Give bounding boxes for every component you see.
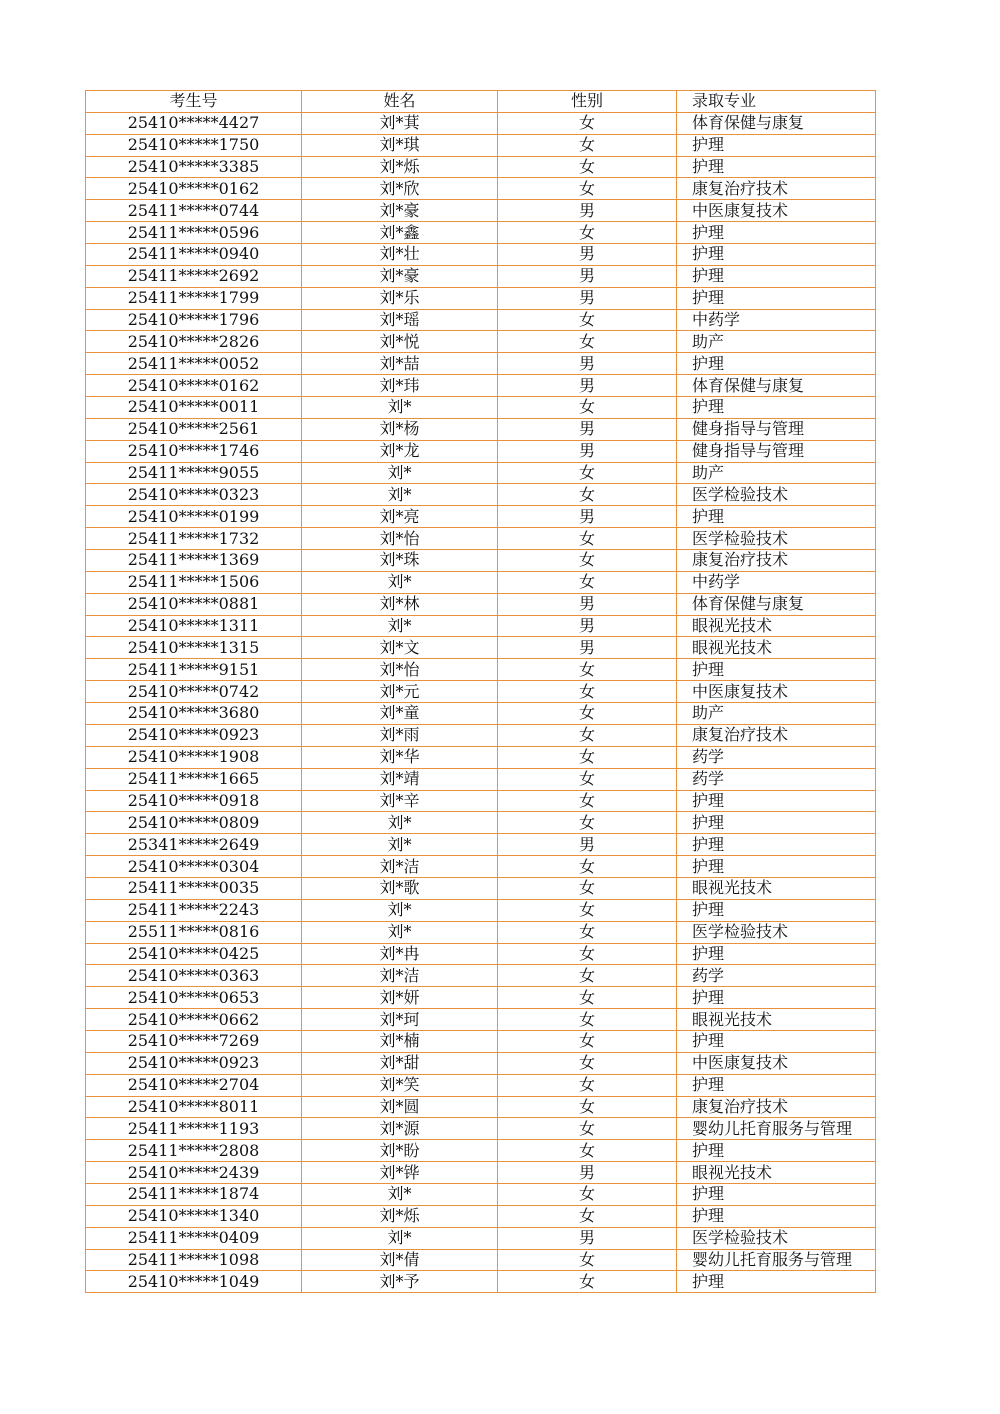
cell-gender: 女 [498, 550, 677, 572]
cell-major: 护理 [677, 1205, 876, 1227]
cell-name: 刘*珂 [302, 1009, 498, 1031]
cell-major: 助产 [677, 331, 876, 353]
cell-exam-id: 25410*****8011 [86, 1096, 302, 1118]
cell-name: 刘* [302, 812, 498, 834]
cell-name: 刘*玮 [302, 375, 498, 397]
cell-major: 护理 [677, 812, 876, 834]
cell-major: 护理 [677, 265, 876, 287]
table-row [86, 593, 876, 615]
cell-gender: 女 [498, 1118, 677, 1140]
cell-exam-id: 25411*****1799 [86, 287, 302, 309]
cell-major: 护理 [677, 156, 876, 178]
cell-name: 刘*琪 [302, 134, 498, 156]
table-row [86, 484, 876, 506]
cell-name: 刘*歌 [302, 877, 498, 899]
cell-name: 刘*华 [302, 746, 498, 768]
cell-exam-id: 25410*****2704 [86, 1074, 302, 1096]
cell-major: 医学检验技术 [677, 1227, 876, 1249]
cell-gender: 女 [498, 484, 677, 506]
cell-gender: 女 [498, 943, 677, 965]
cell-gender: 女 [498, 309, 677, 331]
cell-name: 刘*靖 [302, 768, 498, 790]
cell-exam-id: 25410*****1796 [86, 309, 302, 331]
cell-exam-id: 25410*****0199 [86, 506, 302, 528]
cell-gender: 女 [498, 134, 677, 156]
table-row [86, 1074, 876, 1096]
cell-major: 医学检验技术 [677, 528, 876, 550]
cell-exam-id: 25410*****0162 [86, 178, 302, 200]
cell-gender: 女 [498, 1183, 677, 1205]
cell-major: 护理 [677, 1140, 876, 1162]
cell-name: 刘*鑫 [302, 222, 498, 244]
cell-major: 婴幼儿托育服务与管理 [677, 1118, 876, 1140]
cell-gender: 男 [498, 244, 677, 266]
cell-name: 刘*妍 [302, 987, 498, 1009]
header-major: 录取专业 [677, 91, 876, 113]
table-row [86, 1271, 876, 1293]
table-row [86, 987, 876, 1009]
table-row [86, 265, 876, 287]
cell-exam-id: 25410*****2561 [86, 418, 302, 440]
cell-name: 刘*倩 [302, 1249, 498, 1271]
cell-name: 刘*文 [302, 637, 498, 659]
table-row [86, 1183, 876, 1205]
cell-exam-id: 25410*****0425 [86, 943, 302, 965]
cell-name: 刘*盼 [302, 1140, 498, 1162]
cell-exam-id: 25410*****0363 [86, 965, 302, 987]
cell-name: 刘*瑶 [302, 309, 498, 331]
cell-gender: 女 [498, 812, 677, 834]
cell-gender: 男 [498, 418, 677, 440]
cell-exam-id: 25411*****0035 [86, 877, 302, 899]
cell-major: 眼视光技术 [677, 1162, 876, 1184]
cell-gender: 女 [498, 724, 677, 746]
table-row [86, 550, 876, 572]
cell-major: 康复治疗技术 [677, 1096, 876, 1118]
cell-gender: 女 [498, 528, 677, 550]
cell-major: 护理 [677, 1030, 876, 1052]
cell-major: 护理 [677, 244, 876, 266]
header-gender: 性别 [498, 91, 677, 113]
cell-name: 刘*烁 [302, 1205, 498, 1227]
cell-exam-id: 25410*****0162 [86, 375, 302, 397]
cell-name: 刘*元 [302, 681, 498, 703]
cell-exam-id: 25410*****0923 [86, 724, 302, 746]
cell-exam-id: 25411*****0940 [86, 244, 302, 266]
cell-major: 护理 [677, 1183, 876, 1205]
cell-exam-id: 25410*****1311 [86, 615, 302, 637]
table-row [86, 899, 876, 921]
cell-exam-id: 25411*****0409 [86, 1227, 302, 1249]
cell-major: 助产 [677, 703, 876, 725]
table-row [86, 200, 876, 222]
cell-major: 中医康复技术 [677, 1052, 876, 1074]
cell-major: 药学 [677, 746, 876, 768]
cell-major: 药学 [677, 965, 876, 987]
cell-major: 眼视光技术 [677, 615, 876, 637]
table-row [86, 877, 876, 899]
cell-name: 刘*乐 [302, 287, 498, 309]
table-row [86, 1205, 876, 1227]
header-exam-id: 考生号 [86, 91, 302, 113]
cell-major: 眼视光技术 [677, 1009, 876, 1031]
table-row [86, 528, 876, 550]
cell-exam-id: 25410*****1315 [86, 637, 302, 659]
cell-gender: 女 [498, 112, 677, 134]
table-row [86, 178, 876, 200]
cell-name: 刘* [302, 462, 498, 484]
cell-exam-id: 25410*****0653 [86, 987, 302, 1009]
cell-name: 刘*童 [302, 703, 498, 725]
cell-gender: 男 [498, 200, 677, 222]
admission-table [85, 90, 876, 1293]
cell-gender: 女 [498, 1009, 677, 1031]
cell-name: 刘* [302, 1183, 498, 1205]
cell-exam-id: 25411*****1874 [86, 1183, 302, 1205]
cell-name: 刘*龙 [302, 440, 498, 462]
cell-name: 刘*林 [302, 593, 498, 615]
table-row [86, 331, 876, 353]
cell-exam-id: 25410*****0923 [86, 1052, 302, 1074]
cell-gender: 女 [498, 659, 677, 681]
cell-exam-id: 25411*****0744 [86, 200, 302, 222]
cell-name: 刘* [302, 571, 498, 593]
cell-gender: 男 [498, 834, 677, 856]
table-row [86, 287, 876, 309]
cell-name: 刘* [302, 899, 498, 921]
cell-major: 护理 [677, 222, 876, 244]
cell-exam-id: 25410*****1340 [86, 1205, 302, 1227]
table-row [86, 375, 876, 397]
table-row [86, 1096, 876, 1118]
cell-name: 刘*冉 [302, 943, 498, 965]
cell-name: 刘*壮 [302, 244, 498, 266]
header-row [86, 91, 876, 113]
cell-exam-id: 25411*****2243 [86, 899, 302, 921]
cell-exam-id: 25410*****0881 [86, 593, 302, 615]
cell-exam-id: 25410*****0809 [86, 812, 302, 834]
cell-name: 刘*圆 [302, 1096, 498, 1118]
cell-name: 刘*铧 [302, 1162, 498, 1184]
table-row [86, 353, 876, 375]
cell-major: 中医康复技术 [677, 681, 876, 703]
table-body [86, 112, 876, 1292]
cell-exam-id: 25411*****9055 [86, 462, 302, 484]
cell-major: 康复治疗技术 [677, 178, 876, 200]
cell-exam-id: 25411*****0596 [86, 222, 302, 244]
cell-major: 婴幼儿托育服务与管理 [677, 1249, 876, 1271]
cell-name: 刘*楠 [302, 1030, 498, 1052]
cell-major: 护理 [677, 856, 876, 878]
cell-exam-id: 25511*****0816 [86, 921, 302, 943]
cell-gender: 男 [498, 440, 677, 462]
cell-gender: 女 [498, 681, 677, 703]
cell-gender: 女 [498, 921, 677, 943]
table-row [86, 681, 876, 703]
cell-gender: 女 [498, 768, 677, 790]
cell-gender: 女 [498, 1205, 677, 1227]
cell-gender: 女 [498, 1074, 677, 1096]
cell-gender: 女 [498, 397, 677, 419]
cell-gender: 女 [498, 156, 677, 178]
cell-name: 刘*甜 [302, 1052, 498, 1074]
cell-gender: 女 [498, 178, 677, 200]
table-row [86, 637, 876, 659]
table-row [86, 703, 876, 725]
cell-major: 体育保健与康复 [677, 375, 876, 397]
cell-exam-id: 25410*****0918 [86, 790, 302, 812]
cell-name: 刘*源 [302, 1118, 498, 1140]
cell-name: 刘*杨 [302, 418, 498, 440]
table-row [86, 440, 876, 462]
cell-major: 护理 [677, 987, 876, 1009]
table-row [86, 1118, 876, 1140]
cell-exam-id: 25410*****0742 [86, 681, 302, 703]
cell-gender: 女 [498, 965, 677, 987]
table-row [86, 921, 876, 943]
table-row [86, 790, 876, 812]
cell-exam-id: 25410*****1746 [86, 440, 302, 462]
cell-name: 刘* [302, 834, 498, 856]
table-row [86, 134, 876, 156]
cell-major: 体育保健与康复 [677, 593, 876, 615]
header-name: 姓名 [302, 91, 498, 113]
table-row [86, 746, 876, 768]
cell-gender: 男 [498, 287, 677, 309]
table-row [86, 112, 876, 134]
cell-gender: 女 [498, 746, 677, 768]
table-row [86, 943, 876, 965]
table-row [86, 615, 876, 637]
cell-gender: 男 [498, 353, 677, 375]
cell-name: 刘*怡 [302, 659, 498, 681]
cell-exam-id: 25411*****1193 [86, 1118, 302, 1140]
cell-major: 护理 [677, 834, 876, 856]
cell-name: 刘* [302, 921, 498, 943]
cell-major: 护理 [677, 943, 876, 965]
table-row [86, 506, 876, 528]
cell-exam-id: 25411*****1506 [86, 571, 302, 593]
cell-name: 刘*洁 [302, 965, 498, 987]
cell-name: 刘*辛 [302, 790, 498, 812]
cell-exam-id: 25410*****4427 [86, 112, 302, 134]
table-row [86, 724, 876, 746]
cell-gender: 女 [498, 462, 677, 484]
cell-name: 刘* [302, 484, 498, 506]
table-row [86, 1052, 876, 1074]
cell-exam-id: 25410*****3680 [86, 703, 302, 725]
cell-name: 刘*珠 [302, 550, 498, 572]
table-row [86, 462, 876, 484]
cell-gender: 女 [498, 331, 677, 353]
table-row [86, 768, 876, 790]
table-row [86, 571, 876, 593]
cell-major: 医学检验技术 [677, 484, 876, 506]
cell-exam-id: 25410*****1750 [86, 134, 302, 156]
cell-name: 刘* [302, 615, 498, 637]
cell-gender: 男 [498, 637, 677, 659]
cell-name: 刘*亮 [302, 506, 498, 528]
cell-exam-id: 25410*****0662 [86, 1009, 302, 1031]
cell-name: 刘*豪 [302, 200, 498, 222]
cell-major: 眼视光技术 [677, 877, 876, 899]
cell-exam-id: 25411*****2692 [86, 265, 302, 287]
cell-name: 刘* [302, 397, 498, 419]
cell-gender: 女 [498, 571, 677, 593]
cell-exam-id: 25411*****1732 [86, 528, 302, 550]
cell-major: 护理 [677, 790, 876, 812]
cell-major: 护理 [677, 899, 876, 921]
cell-exam-id: 25411*****9151 [86, 659, 302, 681]
cell-gender: 男 [498, 506, 677, 528]
cell-name: 刘*烁 [302, 156, 498, 178]
table-row [86, 812, 876, 834]
cell-major: 护理 [677, 1074, 876, 1096]
cell-major: 护理 [677, 353, 876, 375]
cell-major: 药学 [677, 768, 876, 790]
table-row [86, 418, 876, 440]
table-row [86, 1249, 876, 1271]
table-row [86, 965, 876, 987]
cell-major: 医学检验技术 [677, 921, 876, 943]
cell-exam-id: 25411*****0052 [86, 353, 302, 375]
cell-gender: 女 [498, 877, 677, 899]
cell-exam-id: 25341*****2649 [86, 834, 302, 856]
cell-exam-id: 25410*****1049 [86, 1271, 302, 1293]
cell-exam-id: 25410*****3385 [86, 156, 302, 178]
cell-gender: 女 [498, 1052, 677, 1074]
cell-gender: 男 [498, 1227, 677, 1249]
cell-exam-id: 25410*****2439 [86, 1162, 302, 1184]
cell-name: 刘*萁 [302, 112, 498, 134]
table-row [86, 659, 876, 681]
cell-name: 刘*欣 [302, 178, 498, 200]
cell-gender: 男 [498, 265, 677, 287]
table-row [86, 1227, 876, 1249]
cell-major: 助产 [677, 462, 876, 484]
cell-major: 中医康复技术 [677, 200, 876, 222]
table-row [86, 856, 876, 878]
cell-major: 护理 [677, 134, 876, 156]
cell-major: 健身指导与管理 [677, 418, 876, 440]
cell-name: 刘* [302, 1227, 498, 1249]
cell-gender: 女 [498, 987, 677, 1009]
cell-gender: 女 [498, 1271, 677, 1293]
cell-gender: 男 [498, 1162, 677, 1184]
cell-name: 刘*洁 [302, 856, 498, 878]
cell-exam-id: 25411*****1098 [86, 1249, 302, 1271]
cell-exam-id: 25411*****1665 [86, 768, 302, 790]
cell-major: 护理 [677, 659, 876, 681]
table-row [86, 1162, 876, 1184]
cell-gender: 女 [498, 1249, 677, 1271]
cell-gender: 男 [498, 615, 677, 637]
cell-gender: 女 [498, 1096, 677, 1118]
table-row [86, 309, 876, 331]
cell-major: 护理 [677, 287, 876, 309]
table-row [86, 156, 876, 178]
cell-gender: 女 [498, 790, 677, 812]
cell-name: 刘*予 [302, 1271, 498, 1293]
cell-name: 刘*悦 [302, 331, 498, 353]
cell-name: 刘*雨 [302, 724, 498, 746]
table-row [86, 834, 876, 856]
cell-exam-id: 25410*****7269 [86, 1030, 302, 1052]
cell-major: 中药学 [677, 571, 876, 593]
cell-exam-id: 25410*****0304 [86, 856, 302, 878]
cell-major: 护理 [677, 397, 876, 419]
cell-exam-id: 25411*****2808 [86, 1140, 302, 1162]
table-row [86, 244, 876, 266]
cell-gender: 女 [498, 899, 677, 921]
cell-name: 刘*笑 [302, 1074, 498, 1096]
table-row [86, 1009, 876, 1031]
cell-gender: 女 [498, 222, 677, 244]
cell-gender: 女 [498, 1140, 677, 1162]
cell-gender: 男 [498, 375, 677, 397]
cell-major: 康复治疗技术 [677, 550, 876, 572]
cell-major: 眼视光技术 [677, 637, 876, 659]
cell-gender: 女 [498, 703, 677, 725]
cell-major: 健身指导与管理 [677, 440, 876, 462]
table-row [86, 1030, 876, 1052]
cell-exam-id: 25411*****1369 [86, 550, 302, 572]
table-row [86, 1140, 876, 1162]
cell-exam-id: 25410*****0011 [86, 397, 302, 419]
cell-exam-id: 25410*****2826 [86, 331, 302, 353]
cell-major: 体育保健与康复 [677, 112, 876, 134]
cell-name: 刘*喆 [302, 353, 498, 375]
cell-exam-id: 25410*****0323 [86, 484, 302, 506]
table-row [86, 222, 876, 244]
cell-gender: 女 [498, 856, 677, 878]
cell-name: 刘*豪 [302, 265, 498, 287]
cell-major: 护理 [677, 506, 876, 528]
cell-name: 刘*怡 [302, 528, 498, 550]
cell-major: 康复治疗技术 [677, 724, 876, 746]
cell-exam-id: 25410*****1908 [86, 746, 302, 768]
cell-major: 中药学 [677, 309, 876, 331]
table-row [86, 397, 876, 419]
cell-gender: 女 [498, 1030, 677, 1052]
cell-gender: 男 [498, 593, 677, 615]
cell-major: 护理 [677, 1271, 876, 1293]
